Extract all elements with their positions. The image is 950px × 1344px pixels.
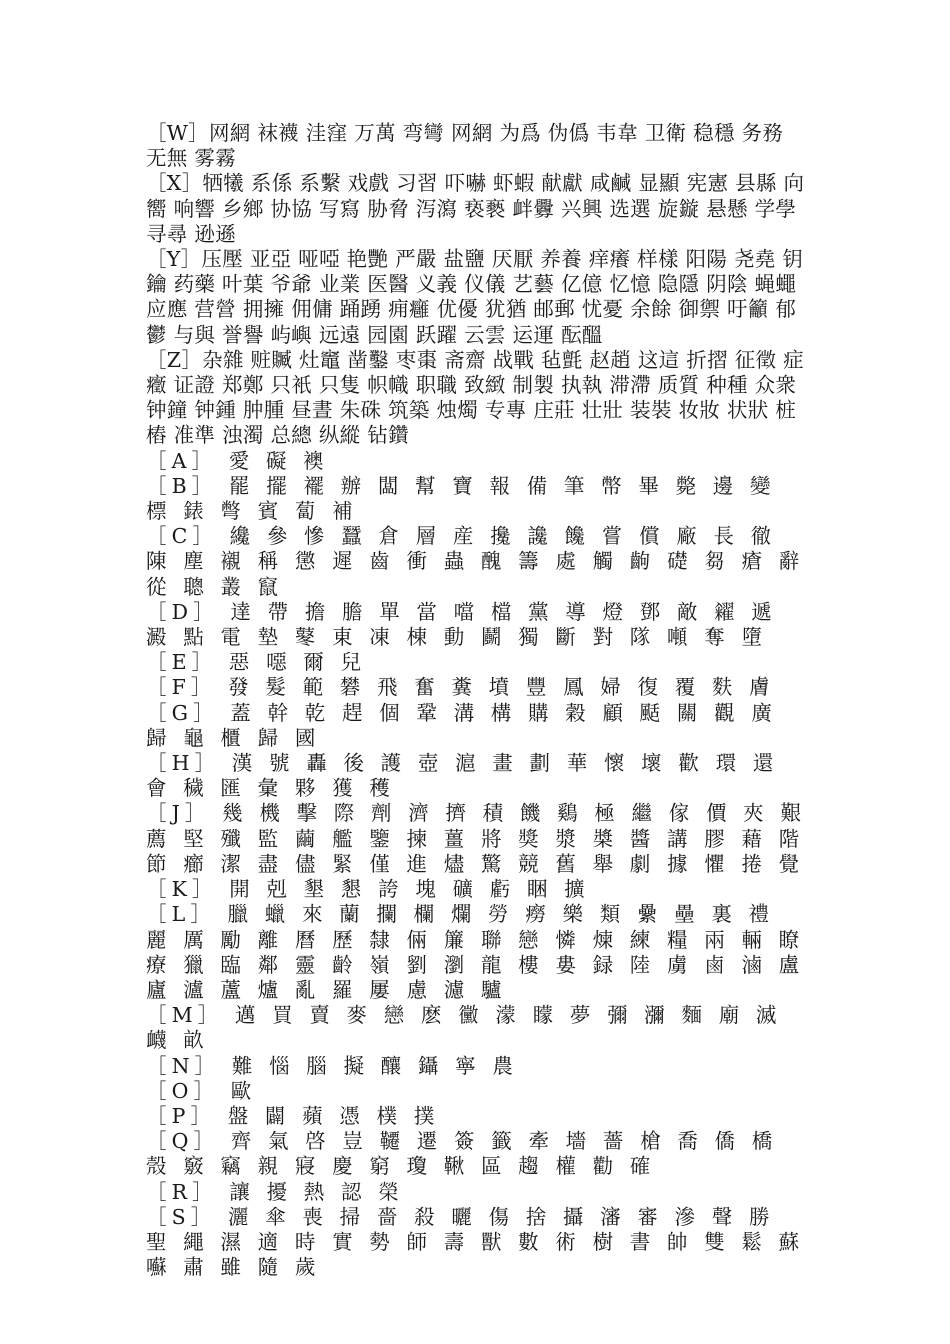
section-j-traditional: ［J］ 幾 機 擊 際 劑 濟 擠 積 饑 鷄 極 繼 傢 價 夾 艱 薦 堅 殲 監 繭 艦 鑒 揀 薑 將 獎 漿 槳 醬 講 膠 藉 階 節 癤 潔 盡 儘 緊 僅 進 燼 驚 競 舊 舉 劇 據 懼 捲 覺 — [146, 801, 818, 876]
section-b-traditional: ［B］ 罷 擺 襬 辦 闆 幫 寶 報 備 筆 幣 畢 斃 邊 變 標 錶 彆 賓 蔔 補 — [146, 473, 788, 524]
section-r-traditional: ［R］ 讓 擾 熱 認 榮 — [146, 1179, 404, 1204]
section-a-traditional: ［A］ 愛 礙 襖 — [146, 448, 329, 473]
section-y: ［Y］压壓 亚亞 哑啞 艳艷 严嚴 盐鹽 厌厭 养養 痒癢 样樣 阳陽 尧堯 钥鑰 药藥 叶葉 爷爺 业業 医醫 义義 仪儀 艺藝 亿億 忆憶 隐隱 阴陰 蝇蠅 应應 营營 拥擁 佣傭 踊踴 痈癰 优優 犹猶 邮郵 忧憂 余餘 御禦 吁籲 郁鬱 与與 誉譽 屿嶼 远遠 园園 跃躍 云雲 运運 酝醞 — [146, 247, 804, 347]
section-g-traditional: ［G］ 蓋 幹 乾 趕 個 鞏 溝 構 購 穀 顧 颳 關 觀 廣 歸 龜 櫃 歸 國 — [146, 700, 789, 750]
section-f-traditional: ［F］ 發 髮 範 礬 飛 奮 糞 墳 豐 鳳 婦 復 覆 麩 膚 — [146, 675, 775, 700]
section-e-traditional: ［E］ 惡 噁 爾 兒 — [146, 650, 367, 675]
section-s-traditional: ［S］ 灑 傘 喪 掃 嗇 殺 曬 傷 捨 攝 瀋 審 滲 聲 勝 聖 繩 濕 適 時 實 勢 師 壽 獸 數 術 樹 書 帥 雙 鬆 蘇 囌 肅 雖 隨 歲 — [146, 1204, 816, 1280]
section-z: ［Z］杂雜 赃贓 灶竈 凿鑿 枣棗 斋齋 战戰 毡氈 赵趙 这這 折摺 征徵 症癥 证證 郑鄭 只衹 只隻 帜幟 职職 致緻 制製 执執 滞滯 质質 种種 众衆 钟鐘 钟鍾 肿腫 昼晝 朱硃 筑築 烛燭 专專 庄莊 壮壯 装裝 妆妝 状狀 桩樁 准準 浊濁 总總 纵縱 钻鑽 — [146, 347, 804, 448]
section-l-traditional: ［L］ 臘 蠟 來 蘭 攔 欄 爛 勞 癆 樂 類 纍 壘 裏 禮 麗 厲 勵 離 曆 歷 隸 倆 簾 聯 戀 憐 煉 練 糧 兩 輛 瞭 療 獵 臨 鄰 靈 齡 嶺 劉 瀏 龍 樓 婁 録 陸 虜 鹵 滷 盧 廬 瀘 蘆 爐 亂 羅 屢 慮 濾 驢 — [146, 902, 816, 1002]
section-m-traditional: ［M］ 邁 買 賣 麥 戀 麽 黴 濛 矇 夢 彌 瀰 麵 廟 滅 衊 畝 — [146, 1003, 794, 1053]
section-h-traditional: ［H］ 漢 號 轟 後 護 壺 滬 畫 劃 華 懷 壞 歡 環 還 會 穢 匯 彙 夥 獲 穫 — [146, 751, 791, 801]
section-k-traditional: ［K］ 開 剋 墾 懇 誇 塊 礦 虧 睏 擴 — [146, 877, 590, 902]
section-d-traditional: ［D］ 達 帶 擔 膽 單 當 噹 檔 黨 導 燈 鄧 敵 糴 遞 澱 點 電 墊 鼕 東 凍 棟 動 鬬 獨 斷 對 隊 噸 奪 墮 — [146, 599, 789, 650]
section-q-traditional: ［Q］ 齊 氣 啓 豈 韆 遷 簽 籤 牽 墻 薔 槍 喬 僑 橋 殼 竅 竊 親 寢 慶 窮 瓊 鞦 區 趨 權 勸 確 — [146, 1129, 789, 1179]
section-w: ［W］网網 袜襪 洼窪 万萬 弯彎 网網 为爲 伪僞 韦韋 卫衛 稳穩 务務 无無 雾霧 — [146, 121, 790, 171]
section-n-traditional: ［N］ 難 惱 腦 擬 釀 鑷 寧 農 — [146, 1053, 518, 1078]
section-c-traditional: ［C］ 纔 參 慘 蠶 倉 層 産 攙 讒 饞 嘗 償 廠 長 徹 陳 塵 襯 稱 懲 遲 齒 衝 蟲 醜 籌 處 觸 齣 礎 芻 瘡 辭 從 聰 叢 竄 — [146, 524, 816, 599]
section-x: ［X］牺犧 系係 系繫 戏戲 习習 吓嚇 虾蝦 献獻 咸鹹 显顯 宪憲 县縣 向嚮 响響 乡鄉 协協 写寫 胁脅 泻瀉 亵褻 衅釁 兴興 选選 旋鏇 悬懸 学學 寻尋 逊遜 — [146, 171, 805, 246]
section-o-traditional: ［O］ 歐 — [146, 1078, 257, 1103]
section-p-traditional: ［P］ 盤 闢 蘋 憑 樸 撲 — [146, 1103, 440, 1128]
document-page — [146, 121, 818, 1280]
